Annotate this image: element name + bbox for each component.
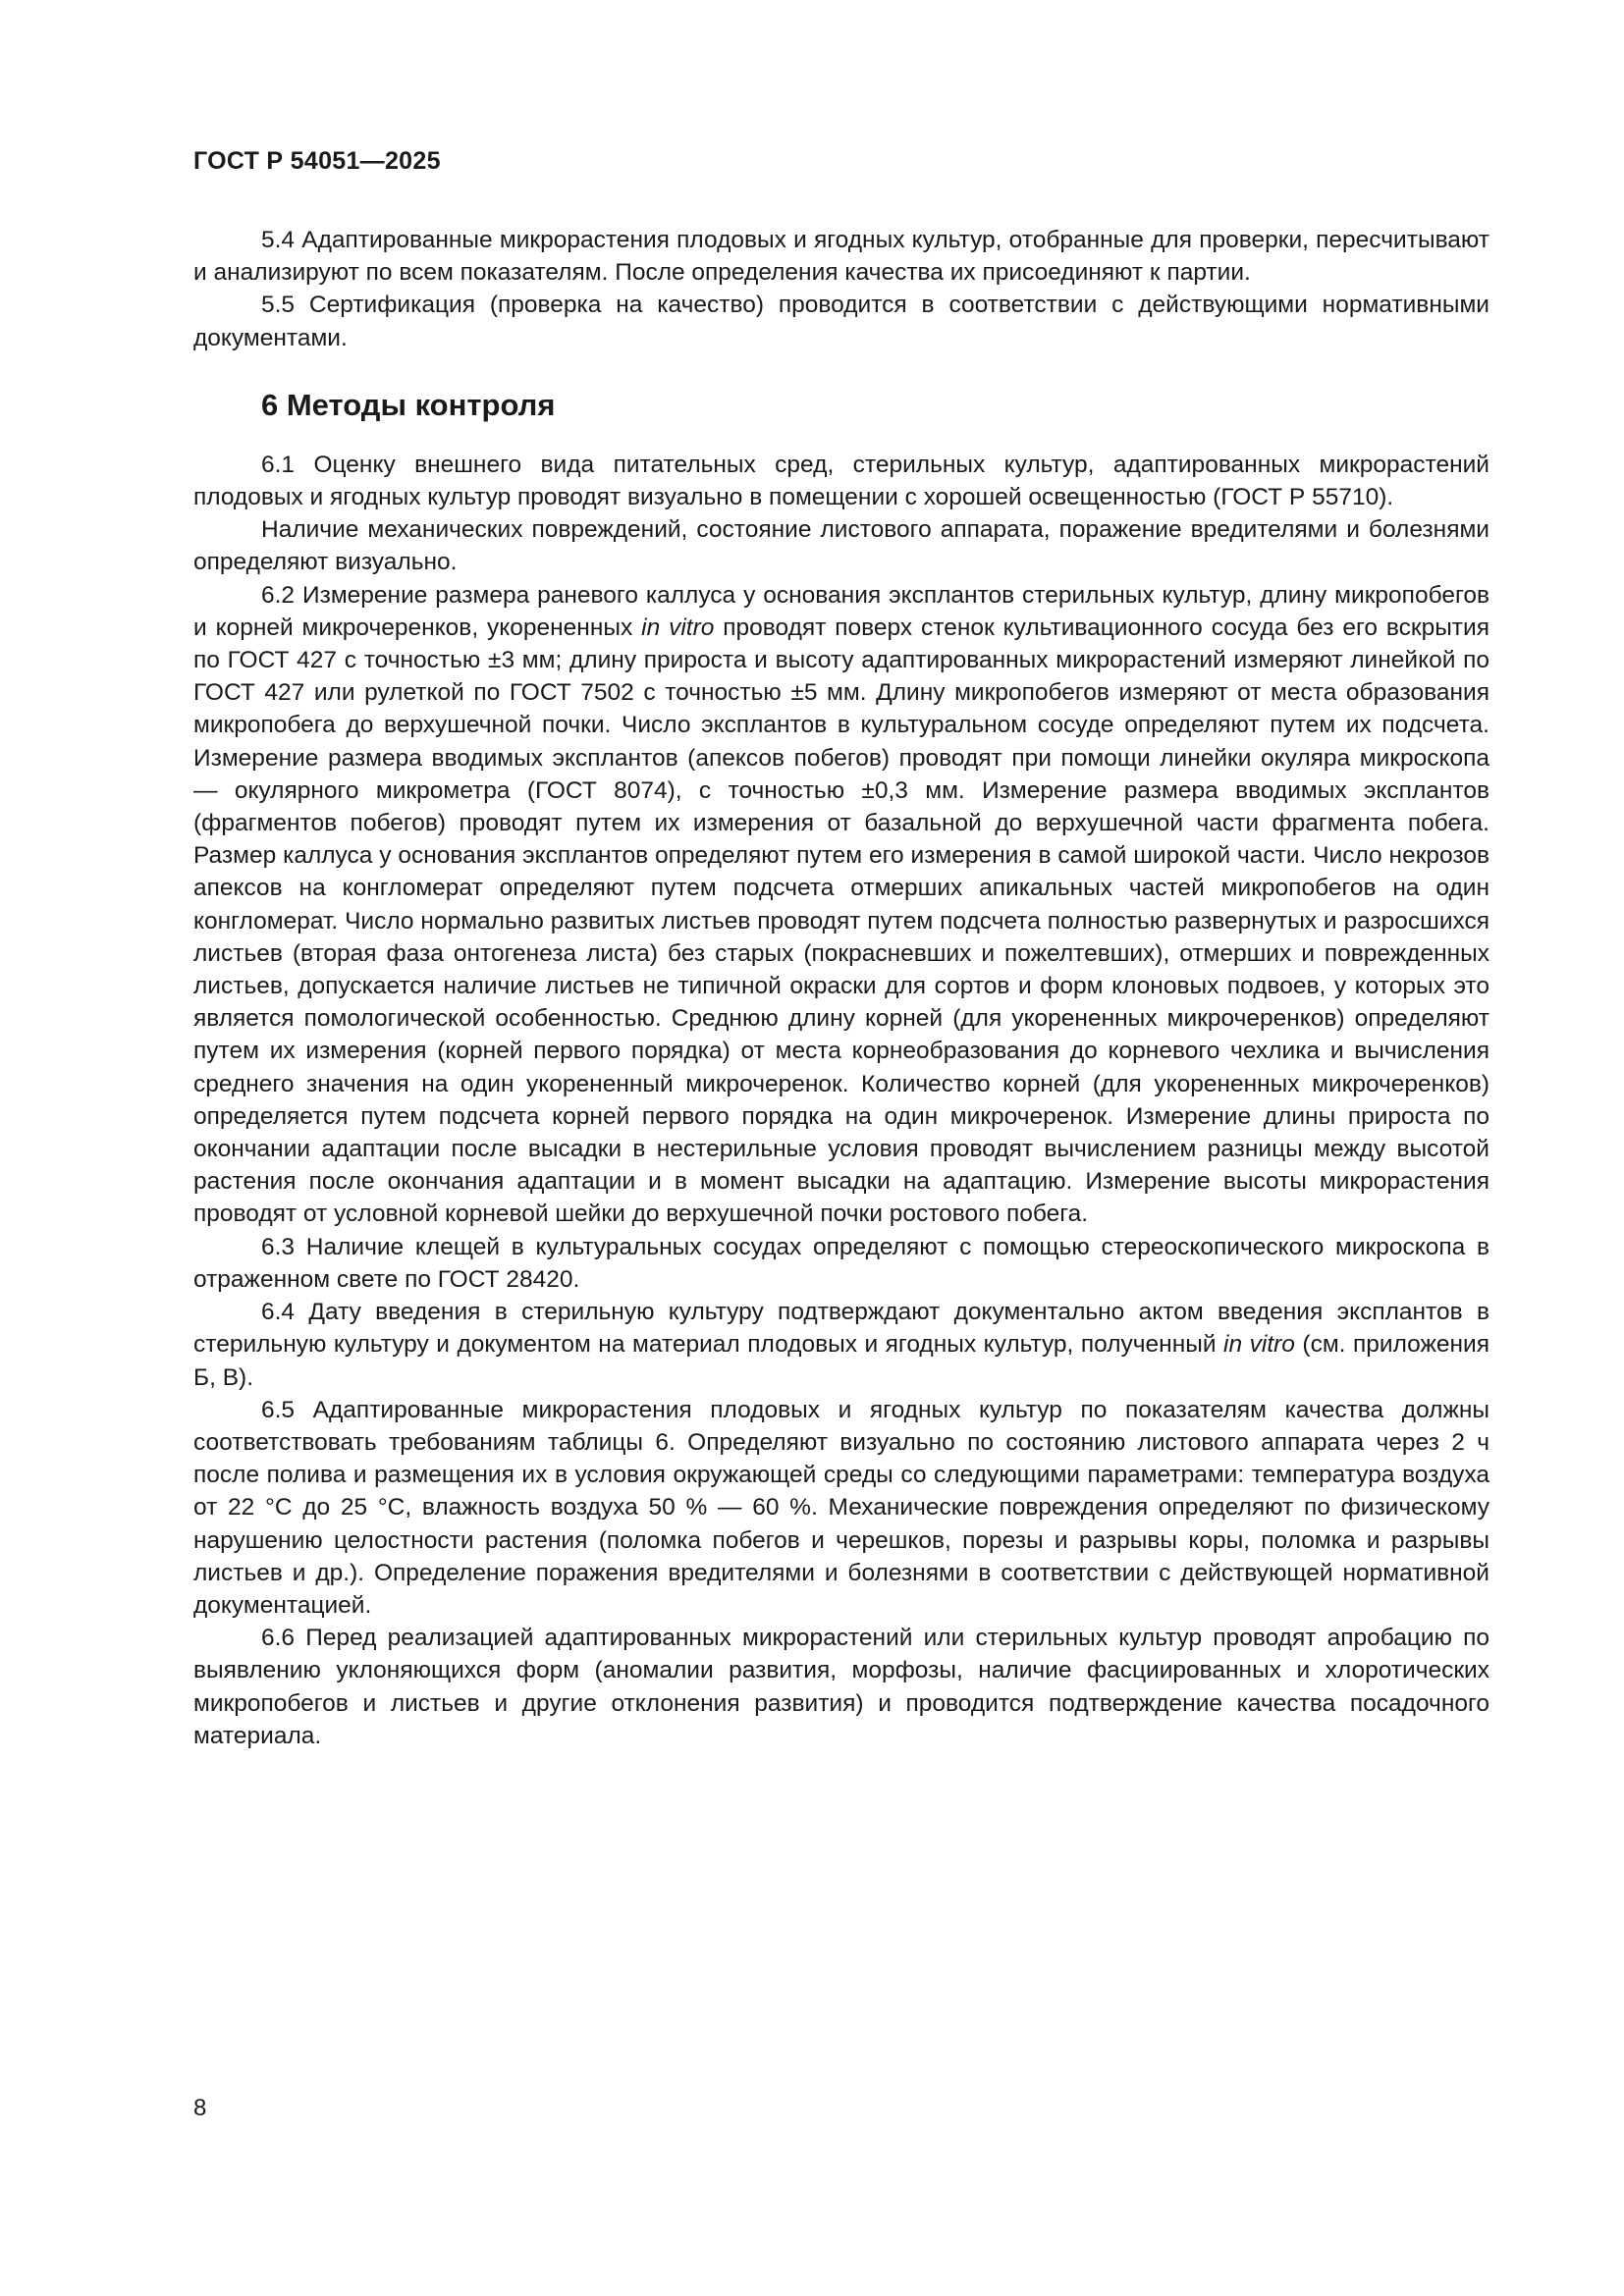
document-body: [193, 224, 1489, 1752]
paragraph-6-1-continued: Наличие механических повреждений, состояние листового аппарата, поражение вредителями и болезнями определяют визуально.: [193, 516, 1489, 576]
page-number: 8: [193, 2095, 207, 2121]
paragraph-6-4-part-a: 6.4 Дату введения в стерильную культуру подтверждают документально актом введения эксплантов в стерильную культуру и документом на материал плодовых и ягодных культур, полученный: [193, 1299, 1489, 1359]
paragraph-6-4-part-b: (см. приложения Б, В).: [193, 1331, 1490, 1391]
paragraph-6-4: [193, 1296, 1489, 1394]
paragraph-5-4: 5.4 Адаптированные микрорастения плодовых и ягодных культур, отобранные для проверки, пересчитывают и анализируют по всем показателям. После определения качества их присоединяют к партии.: [193, 227, 1489, 287]
section-title: 6 Методы контроля: [261, 387, 556, 422]
document-header: ГОСТ Р 54051—2025: [193, 147, 441, 175]
in-vitro-term: in vitro: [1223, 1331, 1295, 1359]
paragraph-6-3: 6.3 Наличие клещей в культуральных сосудах определяют с помощью стереоскопического микроскопа в отраженном свете по ГОСТ 28420.: [193, 1233, 1489, 1293]
in-vitro-term: in vitro: [641, 614, 715, 641]
paragraph-5-5: 5.5 Сертификация (проверка на качество) проводится в соответствии с действующими нормативными документами.: [193, 292, 1489, 351]
paragraph-6-2: [193, 579, 1489, 1231]
paragraph-6-6: 6.6 Перед реализацией адаптированных микрорастений или стерильных культур проводят апробацию по выявлению уклоняющихся форм (аномалии развития, морфозы, наличие фасциированных и хлоротических микропобегов и листьев и другие отклонения развития) и проводится подтверждение качества посадочного материала.: [193, 1625, 1489, 1749]
paragraph-6-2-part-a: 6.2 Измерение размера раневого каллуса у основания эксплантов стерильных культур, длину микропобегов и корней микрочеренков, укорененных: [193, 581, 1489, 641]
paragraph-6-1: 6.1 Оценку внешнего вида питательных сред, стерильных культур, адаптированных микрорастений плодовых и ягодных культур проводят визуально в помещении с хорошей освещенностью (ГОСТ Р 55710).: [193, 451, 1489, 511]
paragraph-6-2-part-b: проводят поверх стенок культивационного сосуда без его вскрытия по ГОСТ 427 с точностью ±3 мм; длину прироста и высоту адаптированных микрорастений измеряют линейкой по ГОСТ 427 или рулеткой по ГОСТ 7502 с точностью ±5 мм. Длину микропобегов измеряют от места образования микропобега до верхушечной почки. Число эксплантов в культуральном сосуде определяют путем их подсчета. Измерение размера вводимых эксплантов (апексов побегов) проводят при помощи линейки окуляра микроскопа — окулярного микрометра (ГОСТ 8074), с точностью ±0,3 мм. Измерение размера вводимых эксплантов (фрагментов побегов) проводят путем их измерения от базальной до верхушечной части фрагмента побега. Размер каллуса у основания эксплантов определяют путем его измерения в самой широкой части. Число некрозов апексов на конгломерат определяют путем подсчета отмерших апикальных частей микропобегов на один конгломерат. Число нормально развитых листьев проводят путем подсчета полностью развернутых и разросшихся листьев (вторая фаза онтогенеза листа) без старых (покрасневших и пожелтевших), отмерших и поврежденных листьев, допускается наличие листьев не типичной окраски для сортов и форм клоновых подвоев, у которых это является помологической особенностью. Среднюю длину корней (для укорененных микрочеренков) определяют путем их измерения (корней первого порядка) от места корнеобразования до корневого чехлика и вычисления среднего значения на один укорененный микрочеренок. Количество корней (для укорененных микрочеренков) определяется путем подсчета корней первого порядка на один микрочеренок. Измерение длины прироста по окончании адаптации после высадки в нестерильные условия проводят вычислением разницы между высотой растения после окончания адаптации и в момент высадки на адаптацию. Измерение высоты микрорастения проводят от условной корневой шейки до верхушечной почки ростового побега.: [193, 614, 1489, 1228]
paragraph-6-5: 6.5 Адаптированные микрорастения плодовых и ягодных культур по показателям качества должны соответствовать требованиям таблицы 6. Определяют визуально по состоянию листового аппарата через 2 ч после полива и размещения их в условия окружающей среды со следующими параметрами: температура воздуха от 22 °С до 25 °С, влажность воздуха 50 % — 60 %. Механические повреждения определяют по физическому нарушению целостности растения (поломка побегов и черешков, порезы и разрывы коры, поломка и разрывы листьев и др.). Определение поражения вредителями и болезнями в соответствии с действующей нормативной документацией.: [193, 1396, 1489, 1619]
